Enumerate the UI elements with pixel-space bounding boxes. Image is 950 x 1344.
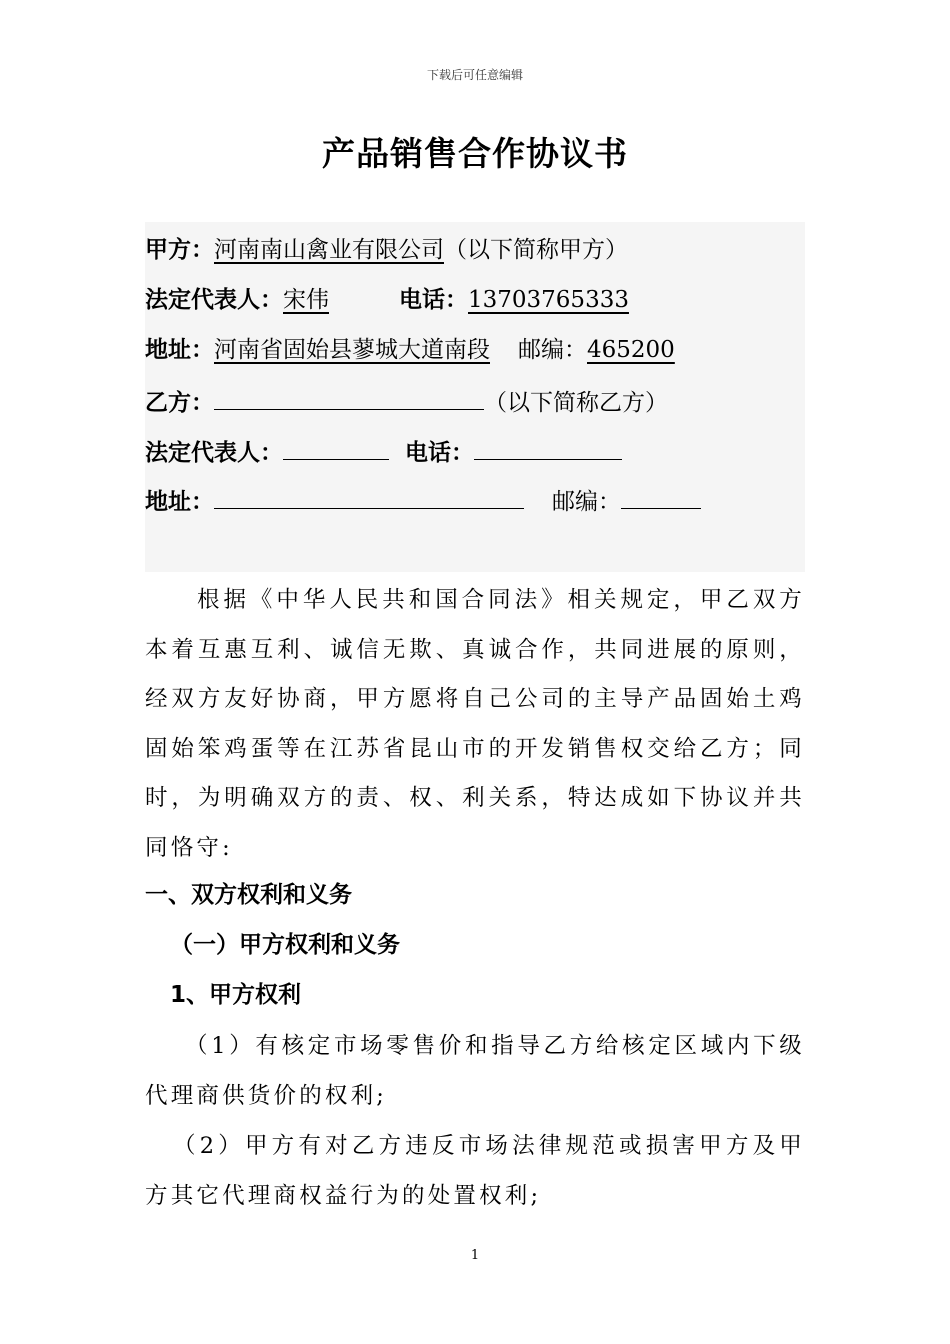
party-a-postcode-label: 邮编： [518,337,587,363]
party-b-row [145,379,668,419]
party-b-address-row [145,478,701,518]
party-b-postcode-blank[interactable] [621,478,701,509]
party-a-address-row [145,330,675,370]
party-b-postcode-label: 邮编： [552,489,621,515]
item-1-heading: 1、甲方权利 [170,982,302,1008]
party-a-phone: 13703765333 [468,287,629,313]
party-b-phone-label: 电话： [405,440,474,466]
party-a-address: 河南省固始县蓼城大道南段 [214,337,490,363]
party-a-phone-label: 电话： [399,287,468,313]
party-info-box [145,222,805,572]
party-a-rep-name: 宋伟 [283,287,329,313]
clause-1: （1）有核定市场零售价和指导乙方给核定区域内下级代理商供货价的权利; [145,1033,805,1109]
header-note: 下载后可任意编辑 [426,68,523,82]
party-a-rep-row [145,280,629,320]
party-b-rep-label: 法定代表人： [145,440,283,466]
party-b-label: 乙方： [145,390,214,416]
party-a-row [145,230,628,270]
clause-2: （2）甲方有对乙方违反市场法律规范或损害甲方及甲方其它代理商权益行为的处置权利; [145,1133,805,1209]
party-a-alias: （以下简称甲方） [444,237,628,263]
party-b-address-blank[interactable] [214,478,524,509]
party-b-phone-blank[interactable] [474,429,622,460]
party-b-name-blank[interactable] [214,379,484,410]
intro-paragraph: 根据《中华人民共和国合同法》相关规定，甲乙双方本着互惠互利、诚信无欺、真诚合作，共同进展的原则，经双方友好协商，甲方愿将自己公司的主导产品固始土鸡固始笨鸡蛋等在江苏省昆山市的开发销售权交给乙方；同时，为明确双方的责、权、利关系，特达成如下协议并共同恪守: [145,587,805,861]
party-a-postcode: 465200 [587,337,675,363]
party-a-label: 甲方： [145,237,214,263]
page-number: 1 [470,1248,480,1263]
party-a-name: 河南南山禽业有限公司 [214,237,444,263]
party-a-rep-label: 法定代表人： [145,287,283,313]
subsection-1-heading: （一）甲方权利和义务 [170,932,400,958]
party-a-address-label: 地址： [145,337,214,363]
party-b-rep-blank[interactable] [283,429,389,460]
document-title: 产品销售合作协议书 [322,134,628,173]
party-b-address-label: 地址： [145,489,214,515]
party-b-rep-row [145,429,622,469]
party-b-alias: （以下简称乙方） [484,390,668,416]
section-1-heading: 一、双方权利和义务 [145,882,352,908]
